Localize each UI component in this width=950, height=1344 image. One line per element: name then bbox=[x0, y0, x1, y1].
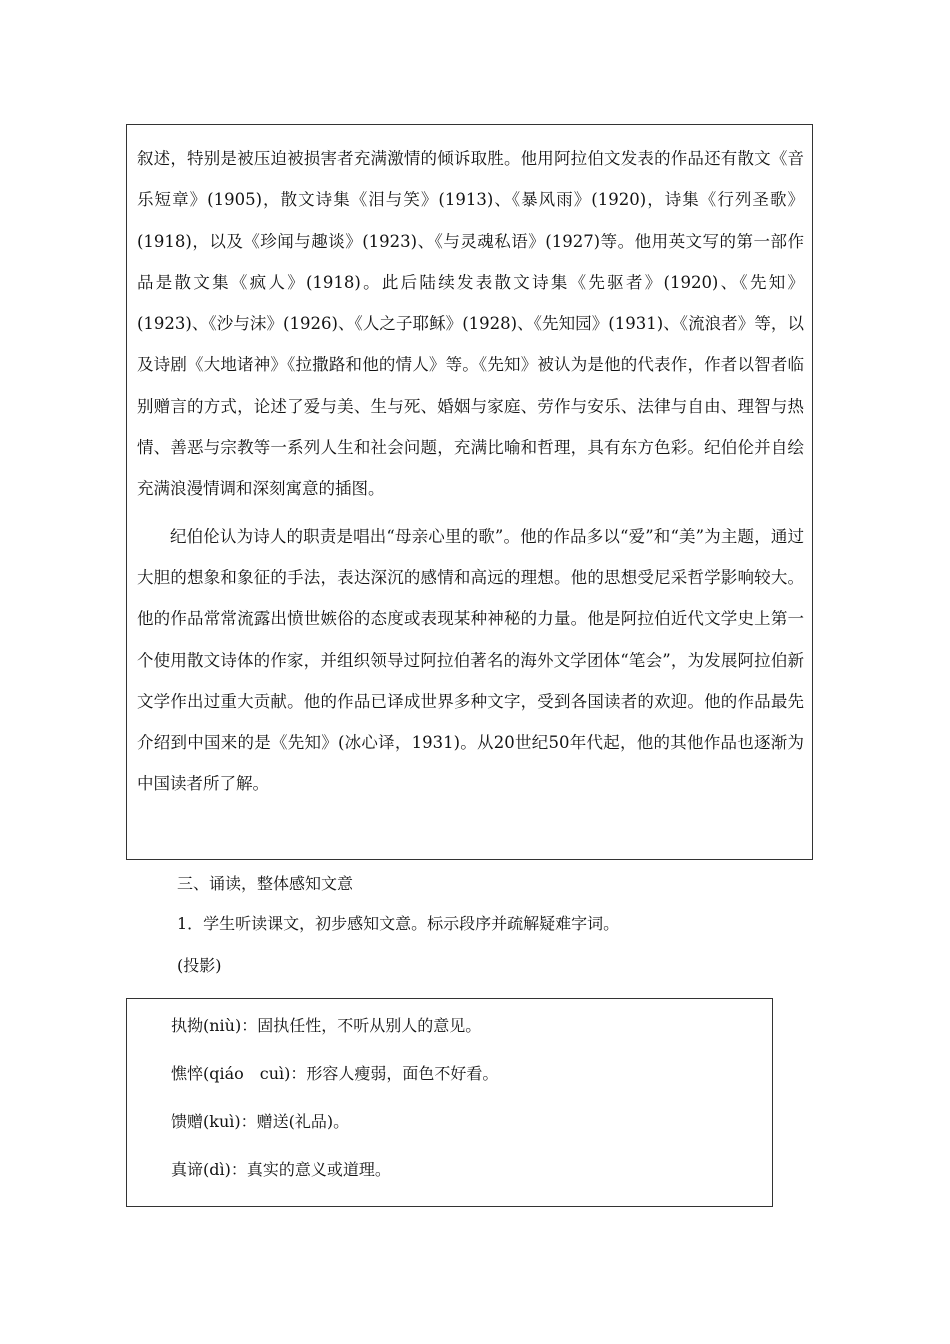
projection-label: (投影) bbox=[177, 956, 222, 975]
author-intro-box bbox=[126, 124, 813, 860]
vocab-item: 真谛(dì)：真实的意义或道理。 bbox=[171, 1160, 391, 1179]
vocab-item: 馈赠(kuì)：赠送(礼品)。 bbox=[171, 1112, 350, 1131]
section-heading: 三、诵读，整体感知文意 bbox=[177, 874, 354, 893]
vocab-item: 憔悴(qiáo cuì)：形容人瘦弱，面色不好看。 bbox=[171, 1064, 499, 1083]
vocabulary-box bbox=[126, 998, 773, 1207]
step-1-text: 1．学生听读课文，初步感知文意。标示段序并疏解疑难字词。 bbox=[177, 914, 620, 933]
intro-paragraph-1: 叙述，特别是被压迫被损害者充满激情的倾诉取胜。他用阿拉伯文发表的作品还有散文《音乐短章》(1905)，散文诗集《泪与笑》(1913)、《暴风雨》(1920)，诗集《行列圣歌》(1918)，以及《珍闻与趣谈》(1923)、《与灵魂私语》(1927)等。他用英文写的第一部作品是散文集《疯人》(1918)。此后陆续发表散文诗集《先驱者》(1920)、《先知》(1923)、《沙与沫》(1926)、《人之子耶稣》(1928)、《先知园》(1931)、《流浪者》等，以及诗剧《大地诸神》《拉撒路和他的情人》等。《先知》被认为是他的代表作，作者以智者临别赠言的方式，论述了爱与美、生与死、婚姻与家庭、劳作与安乐、法律与自由、理智与热情、善恶与宗教等一系列人生和社会问题，充满比喻和哲理，具有东方色彩。纪伯伦并自绘充满浪漫情调和深刻寓意的插图。 bbox=[137, 149, 804, 499]
intro-paragraph-2: 纪伯伦认为诗人的职责是唱出“母亲心里的歌”。他的作品多以“爱”和“美”为主题，通过大胆的想象和象征的手法，表达深沉的感情和高远的理想。他的思想受尼采哲学影响较大。他的作品常常流露出愤世嫉俗的态度或表现某种神秘的力量。他是阿拉伯近代文学史上第一个使用散文诗体的作家，并组织领导过阿拉伯著名的海外文学团体“笔会”，为发展阿拉伯新文学作出过重大贡献。他的作品已译成世界多种文字，受到各国读者的欢迎。他的作品最先介绍到中国来的是《先知》(冰心译，1931)。从20世纪50年代起，他的其他作品也逐渐为中国读者所了解。 bbox=[137, 526, 804, 794]
vocab-item: 执拗(niù)：固执任性，不听从别人的意见。 bbox=[171, 1016, 482, 1035]
